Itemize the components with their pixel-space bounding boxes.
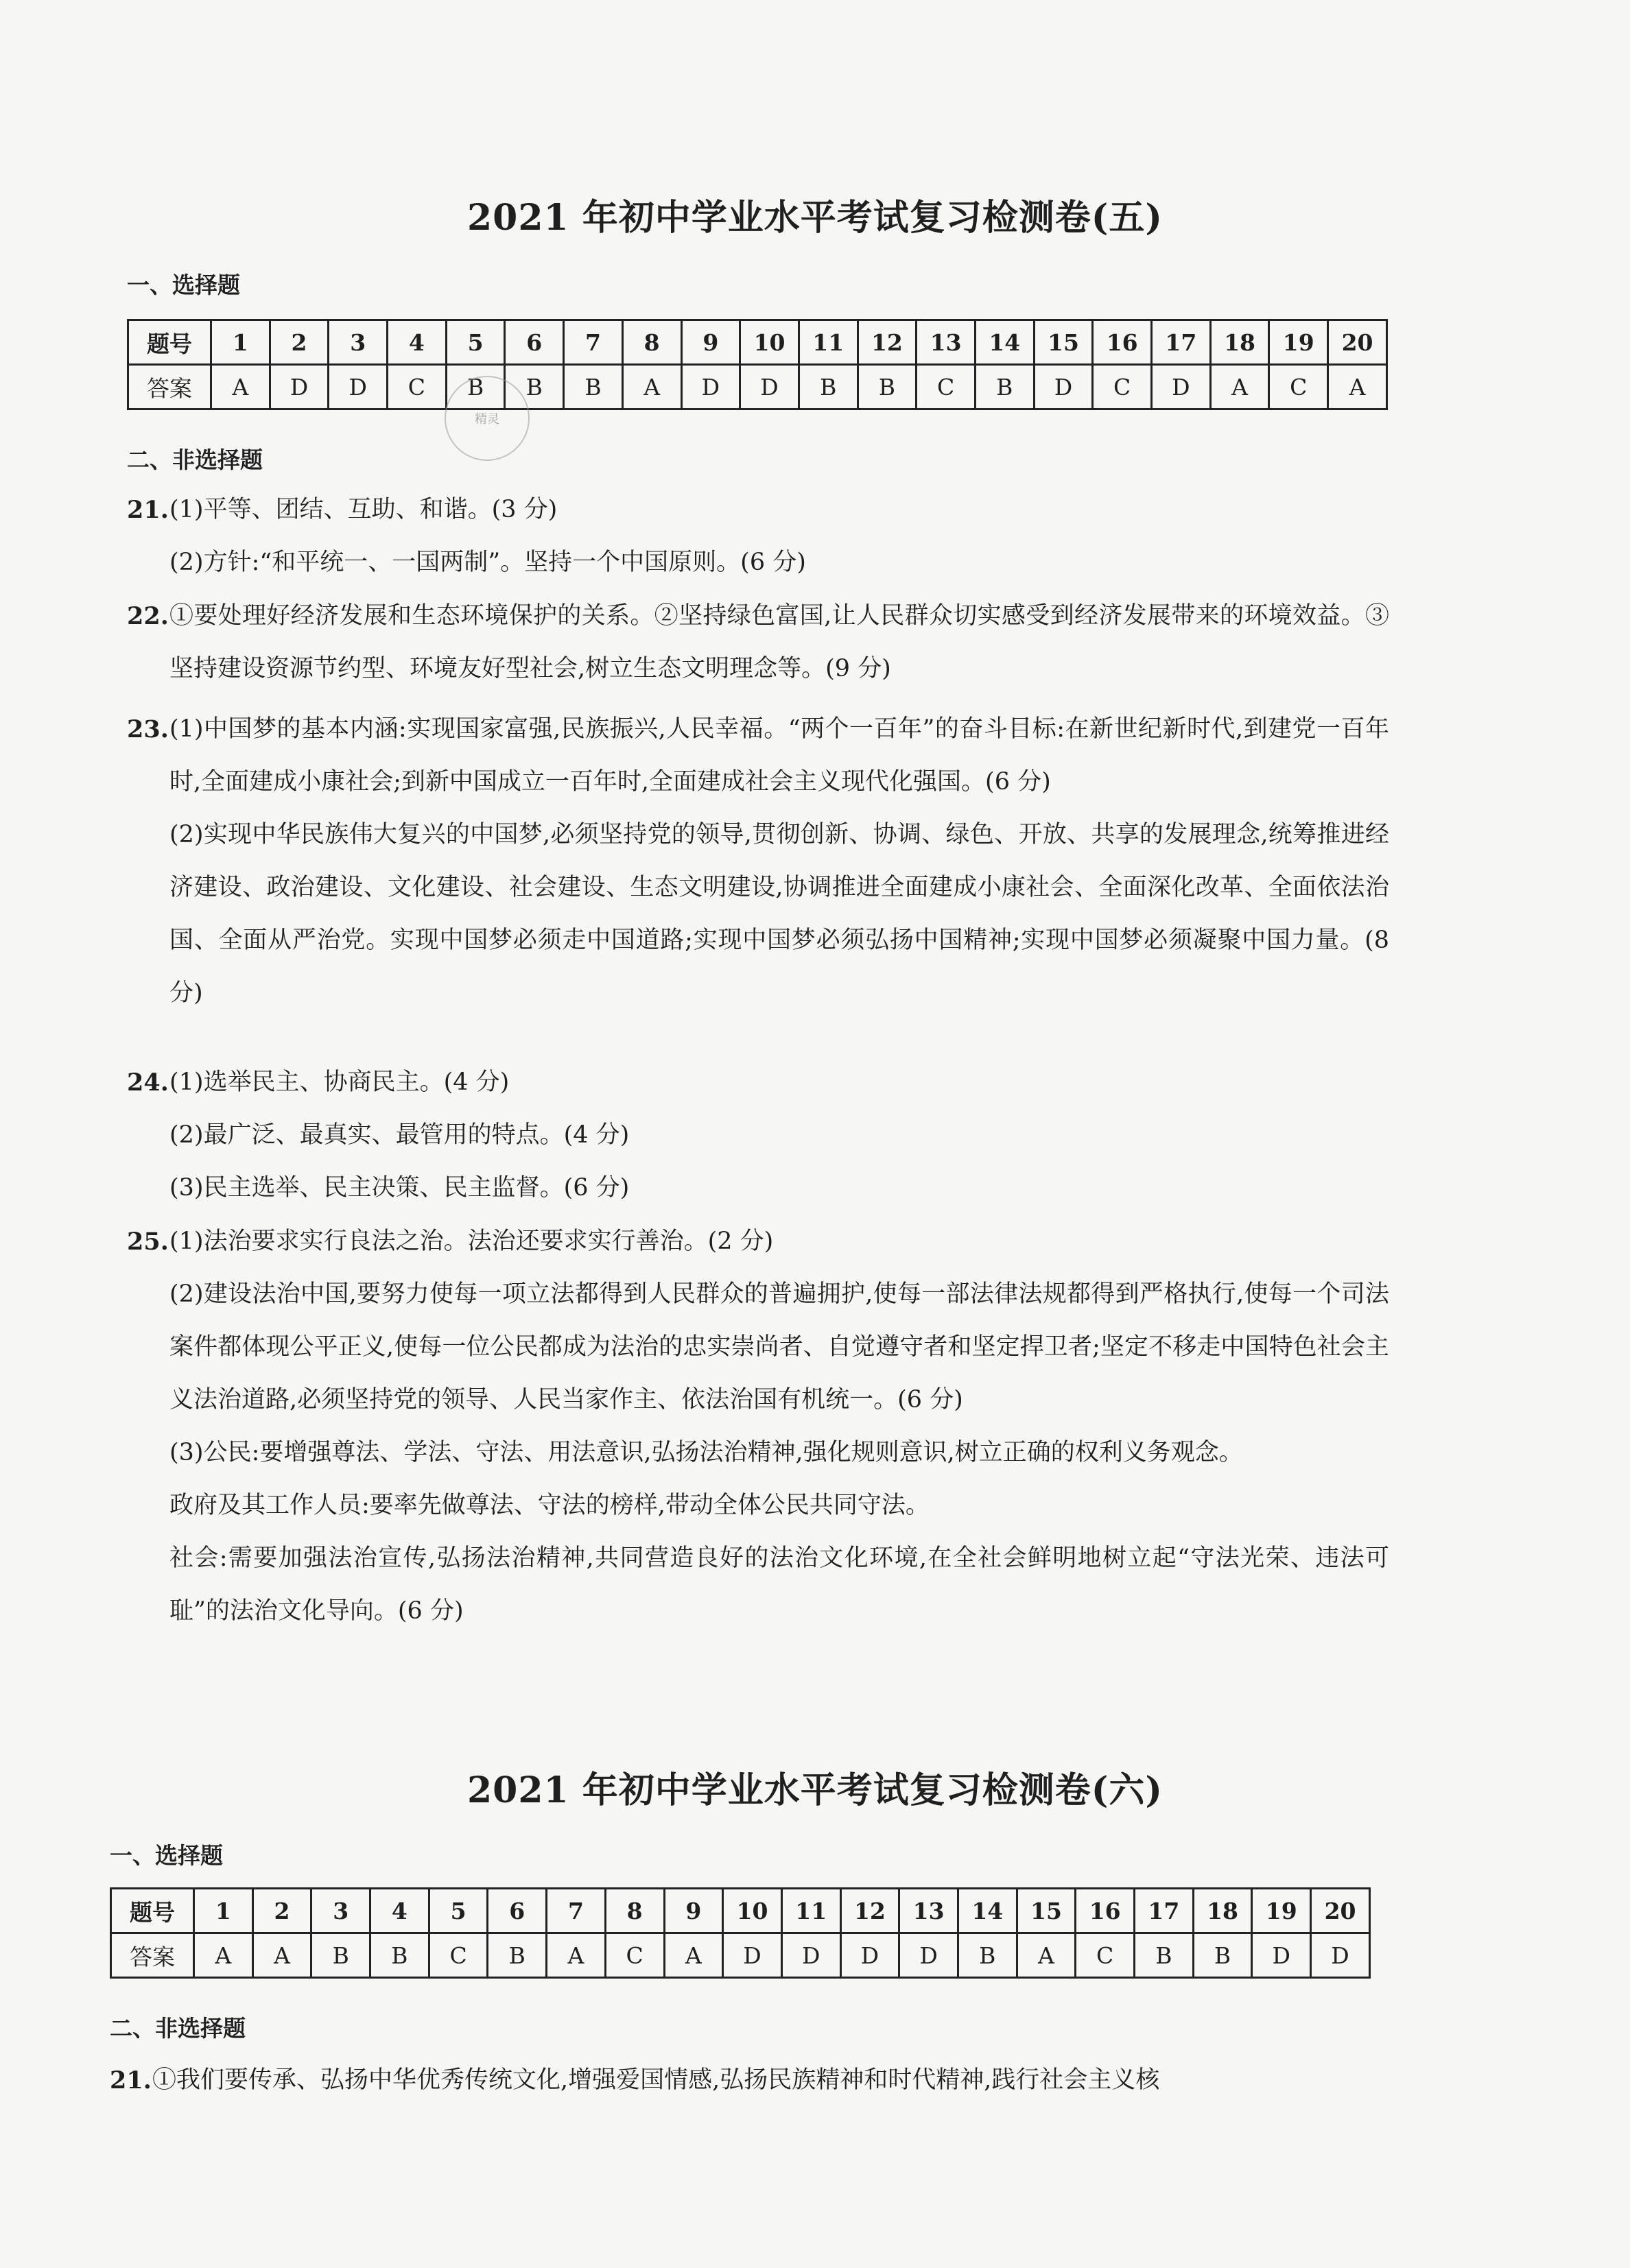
question-number-cell: 20 (1311, 1889, 1370, 1933)
answer-cell: C (1076, 1933, 1135, 1978)
answer-cell: B (564, 365, 623, 409)
question-number-cell: 5 (446, 320, 505, 365)
question-number-cell: 13 (899, 1889, 958, 1933)
exam6-section-nonchoice: 二、非选择题 (110, 2015, 246, 2042)
exam5-answer-table (127, 319, 1388, 410)
answer-line: 社会:需要加强法治宣传,弘扬法治精神,共同营造良好的法治文化环境,在全社会鲜明地树立起“守法光荣、违法可耻”的法治文化导向。(6 分) (169, 1544, 1389, 1625)
question-number-cell: 9 (681, 320, 740, 365)
question-number-cell: 4 (370, 1889, 429, 1933)
question-number-cell: 14 (975, 320, 1034, 365)
question-number-cell: 15 (1034, 320, 1093, 365)
question-number-cell: 13 (917, 320, 976, 365)
question-number-cell: 19 (1269, 320, 1328, 365)
answer-cell: D (681, 365, 740, 409)
question-number: 21. (110, 2066, 152, 2094)
question-number-cell: 17 (1152, 320, 1211, 365)
answer-cell: B (1135, 1933, 1194, 1978)
answer-line: (2)实现中华民族伟大复兴的中国梦,必须坚持党的领导,贯彻创新、协调、绿色、开放、共享的发展理念,统筹推进经济建设、政治建设、文化建设、社会建设、生态文明建设,协调推进全面建成小康社会、全面深化改革、全面依法治国、全面从严治党。实现中国梦必须走中国道路;实现中国梦必须弘扬中国精神;实现中国梦必须凝聚中国力量。(8 分) (169, 821, 1389, 1007)
answer-line: 政府及其工作人员:要率先做尊法、守法的榜样,带动全体公民共同守法。 (169, 1492, 930, 1519)
answer-cell: C (388, 365, 447, 409)
exam5-q22 (127, 590, 1389, 695)
question-number-cell: 1 (194, 1889, 253, 1933)
answer-cell: A (664, 1933, 723, 1978)
answer-cell: A (194, 1933, 253, 1978)
answer-cell: D (270, 365, 329, 409)
question-number: 22. (127, 602, 169, 630)
exam5-q24 (127, 1056, 1389, 1215)
question-number-cell: 16 (1093, 320, 1152, 365)
answer-cell: B (799, 365, 858, 409)
question-number-cell: 7 (547, 1889, 606, 1933)
answer-cell: B (1193, 1933, 1252, 1978)
exam5-q25 (127, 1215, 1389, 1638)
exam5-title: 2021 年初中学业水平考试复习检测卷(五) (466, 197, 1164, 239)
answer-line: (1)选举民主、协商民主。(4 分) (169, 1069, 510, 1096)
answer-cell: A (547, 1933, 606, 1978)
exam6-answer-table (110, 1887, 1371, 1979)
exam6-title: 2021 年初中学业水平考试复习检测卷(六) (466, 1769, 1164, 1811)
question-number-cell: 18 (1210, 320, 1269, 365)
answer-cell: B (858, 365, 917, 409)
question-number-cell: 3 (329, 320, 388, 365)
exam5-section-nonchoice: 二、非选择题 (127, 446, 263, 473)
question-number-cell: 11 (781, 1889, 840, 1933)
question-number-cell: 8 (622, 320, 681, 365)
answer-cell: B (958, 1933, 1017, 1978)
answer-line: (2)方针:“和平统一、一国两制”。坚持一个中国原则。(6 分) (169, 549, 806, 576)
question-number-cell: 2 (252, 1889, 311, 1933)
answer-line: (1)法治要求实行良法之治。法治还要求实行善治。(2 分) (169, 1228, 774, 1255)
answer-line: (3)公民:要增强尊法、学法、守法、用法意识,弘扬法治精神,强化规则意识,树立正确的权利义务观念。 (169, 1439, 1243, 1466)
exam5-q21 (127, 484, 1389, 589)
question-number: 25. (127, 1228, 169, 1256)
question-number-cell: 5 (429, 1889, 488, 1933)
table-header-row (128, 320, 1387, 365)
watermark-stamp: 精灵 (445, 376, 530, 461)
answer-line: ①要处理好经济发展和生态环境保护的关系。②坚持绿色富国,让人民群众切实感受到经济发展带来的环境效益。③坚持建设资源节约型、环境友好型社会,树立生态文明理念等。(9 分) (169, 602, 1389, 682)
question-number: 21. (127, 496, 169, 524)
question-number-cell: 8 (605, 1889, 664, 1933)
question-number-cell: 11 (799, 320, 858, 365)
table-answer-row (128, 365, 1387, 409)
answer-cell: B (370, 1933, 429, 1978)
question-number-cell: 10 (723, 1889, 782, 1933)
answer-cell: C (1269, 365, 1328, 409)
question-number-cell: 19 (1252, 1889, 1311, 1933)
answer-cell: C (917, 365, 976, 409)
header-label-cell: 题号 (111, 1889, 194, 1933)
answer-label-cell: 答案 (111, 1933, 194, 1978)
question-number-cell: 12 (858, 320, 917, 365)
answer-cell: B (505, 365, 564, 409)
question-number: 23. (127, 715, 169, 743)
question-number-cell: 17 (1135, 1889, 1194, 1933)
answer-label-cell: 答案 (128, 365, 211, 409)
answer-cell: A (1017, 1933, 1076, 1978)
question-number-cell: 15 (1017, 1889, 1076, 1933)
answer-cell: D (1311, 1933, 1370, 1978)
question-number-cell: 7 (564, 320, 623, 365)
answer-cell: A (1328, 365, 1387, 409)
exam5-q23 (127, 703, 1389, 1020)
answer-cell: B (488, 1933, 547, 1978)
exam6-q21 (110, 2054, 1372, 2107)
question-number-cell: 12 (840, 1889, 899, 1933)
answer-cell: B (311, 1933, 370, 1978)
question-number-cell: 10 (740, 320, 799, 365)
question-number: 24. (127, 1069, 169, 1097)
answer-line: (1)中国梦的基本内涵:实现国家富强,民族振兴,人民幸福。“两个一百年”的奋斗目标:在新世纪新时代,到建党一百年时,全面建成小康社会;到新中国成立一百年时,全面建成社会主义现代化强国。(6 分) (169, 715, 1389, 796)
question-number-cell: 14 (958, 1889, 1017, 1933)
answer-cell: D (740, 365, 799, 409)
answer-cell: D (329, 365, 388, 409)
table-answer-row (111, 1933, 1370, 1978)
question-number-cell: 9 (664, 1889, 723, 1933)
answer-cell: C (1093, 365, 1152, 409)
answer-cell: A (622, 365, 681, 409)
question-number-cell: 2 (270, 320, 329, 365)
answer-cell: D (1152, 365, 1211, 409)
answer-cell: D (899, 1933, 958, 1978)
question-number-cell: 20 (1328, 320, 1387, 365)
answer-line: (2)最广泛、最真实、最管用的特点。(4 分) (169, 1121, 630, 1149)
exam5-section-choice: 一、选择题 (127, 272, 240, 298)
answer-cell: B (975, 365, 1034, 409)
answer-cell: C (605, 1933, 664, 1978)
question-number-cell: 6 (488, 1889, 547, 1933)
exam6-section-choice: 一、选择题 (110, 1842, 223, 1869)
question-number-cell: 4 (388, 320, 447, 365)
question-number-cell: 18 (1193, 1889, 1252, 1933)
answer-cell: A (211, 365, 270, 409)
answer-cell: D (781, 1933, 840, 1978)
answer-cell: C (429, 1933, 488, 1978)
table-header-row (111, 1889, 1370, 1933)
question-number-cell: 6 (505, 320, 564, 365)
question-number-cell: 16 (1076, 1889, 1135, 1933)
question-number-cell: 1 (211, 320, 270, 365)
answer-line: (2)建设法治中国,要努力使每一项立法都得到人民群众的普遍拥护,使每一部法律法规都得到严格执行,使每一个司法案件都体现公平正义,使每一位公民都成为法治的忠实崇尚者、自觉遵守者和坚定捍卫者;坚定不移走中国特色社会主义法治道路,必须坚持党的领导、人民当家作主、依法治国有机统一。(6 分) (169, 1280, 1389, 1413)
question-number-cell: 3 (311, 1889, 370, 1933)
header-label-cell: 题号 (128, 320, 211, 365)
answer-cell: D (723, 1933, 782, 1978)
answer-cell: D (1034, 365, 1093, 409)
answer-cell: D (1252, 1933, 1311, 1978)
answer-cell: A (252, 1933, 311, 1978)
answer-line: ①我们要传承、弘扬中华优秀传统文化,增强爱国情感,弘扬民族精神和时代精神,践行社会主义核 (152, 2066, 1160, 2094)
answer-line: (3)民主选举、民主决策、民主监督。(6 分) (169, 1174, 630, 1202)
answer-cell: B (446, 365, 505, 409)
answer-line: (1)平等、团结、互助、和谐。(3 分) (169, 496, 558, 523)
answer-cell: A (1210, 365, 1269, 409)
answer-cell: D (840, 1933, 899, 1978)
